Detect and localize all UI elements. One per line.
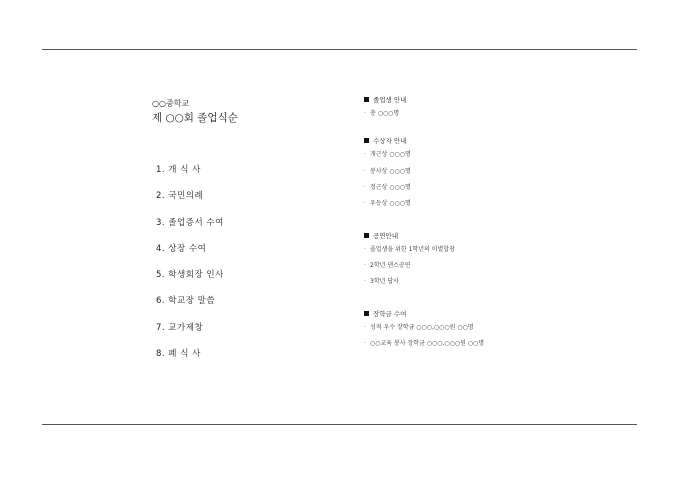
dot-bullet-icon: ·	[364, 151, 366, 158]
dot-bullet-icon: ·	[364, 110, 366, 117]
square-bullet-icon	[364, 138, 369, 143]
section-item-text: 정근상 ○○○명	[370, 184, 411, 191]
program-item: 3. 졸업증서 수여	[156, 217, 224, 228]
section-heading-label: 졸업생 안내	[373, 96, 407, 104]
dot-bullet-icon: ·	[364, 324, 366, 331]
program-item: 1. 개 식 사	[156, 165, 201, 175]
dot-bullet-icon: ·	[364, 168, 366, 175]
section-item-text: ○○교육 봉사 장학금 ○○○,○○○원 ○○명	[370, 340, 485, 347]
section-item	[364, 200, 411, 208]
section-item	[364, 168, 411, 184]
section-item-text: 개근상 ○○○명	[370, 151, 411, 158]
bottom-divider	[42, 424, 637, 425]
dot-bullet-icon: ·	[364, 246, 366, 253]
school-name: ○○중학교	[152, 99, 190, 108]
section-heading	[364, 137, 411, 146]
section-item	[364, 262, 455, 278]
square-bullet-icon	[364, 97, 369, 102]
section-item-text: 총 ○○○명	[370, 110, 400, 117]
section-heading	[364, 232, 455, 241]
section-item	[364, 110, 406, 118]
section-item-text: 3학년 답사	[370, 278, 399, 285]
section-heading	[364, 310, 484, 319]
section-heading-label: 공연안내	[373, 232, 399, 240]
dot-bullet-icon: ·	[364, 200, 366, 207]
dot-bullet-icon: ·	[364, 184, 366, 191]
section-item-text: 봉사상 ○○○명	[370, 168, 411, 175]
section-heading-label: 수상자 안내	[373, 137, 407, 145]
top-divider	[42, 49, 637, 50]
program-list	[156, 165, 224, 375]
section-heading-label: 장학금 수여	[373, 310, 407, 318]
section-item-text: 졸업생을 위한 1학년의 이별합창	[370, 246, 455, 253]
section-item	[364, 246, 455, 262]
dot-bullet-icon: ·	[364, 340, 366, 347]
section-item	[364, 340, 484, 348]
program-item: 2. 국민의례	[156, 191, 204, 202]
dot-bullet-icon: ·	[364, 262, 366, 269]
program-item: 4. 상장 수여	[156, 243, 207, 254]
ceremony-title: 제 ○○회 졸업식순	[152, 112, 238, 124]
square-bullet-icon	[364, 311, 369, 316]
section-item-text: 성적 우수 장학금 ○○○,○○○원 ○○명	[370, 324, 474, 331]
section-graduates	[364, 96, 406, 118]
section-item-text: 2학년 댄스공연	[370, 262, 411, 269]
section-item-text: 우등상 ○○○명	[370, 200, 411, 207]
program-item: 5. 학생회장 인사	[156, 270, 224, 281]
program-item: 7. 교가제창	[156, 322, 204, 333]
program-item: 8. 폐 식 사	[156, 349, 201, 360]
square-bullet-icon	[364, 233, 369, 238]
section-scholarships	[364, 310, 484, 348]
section-item	[364, 324, 484, 340]
ceremony-program-column	[152, 98, 342, 360]
section-awards	[364, 137, 411, 208]
section-item	[364, 278, 455, 286]
dot-bullet-icon: ·	[364, 278, 366, 285]
program-item: 6. 학교장 말씀	[156, 296, 216, 307]
section-item	[364, 184, 411, 200]
section-heading	[364, 96, 406, 105]
section-performances	[364, 232, 455, 286]
section-item	[364, 151, 411, 168]
